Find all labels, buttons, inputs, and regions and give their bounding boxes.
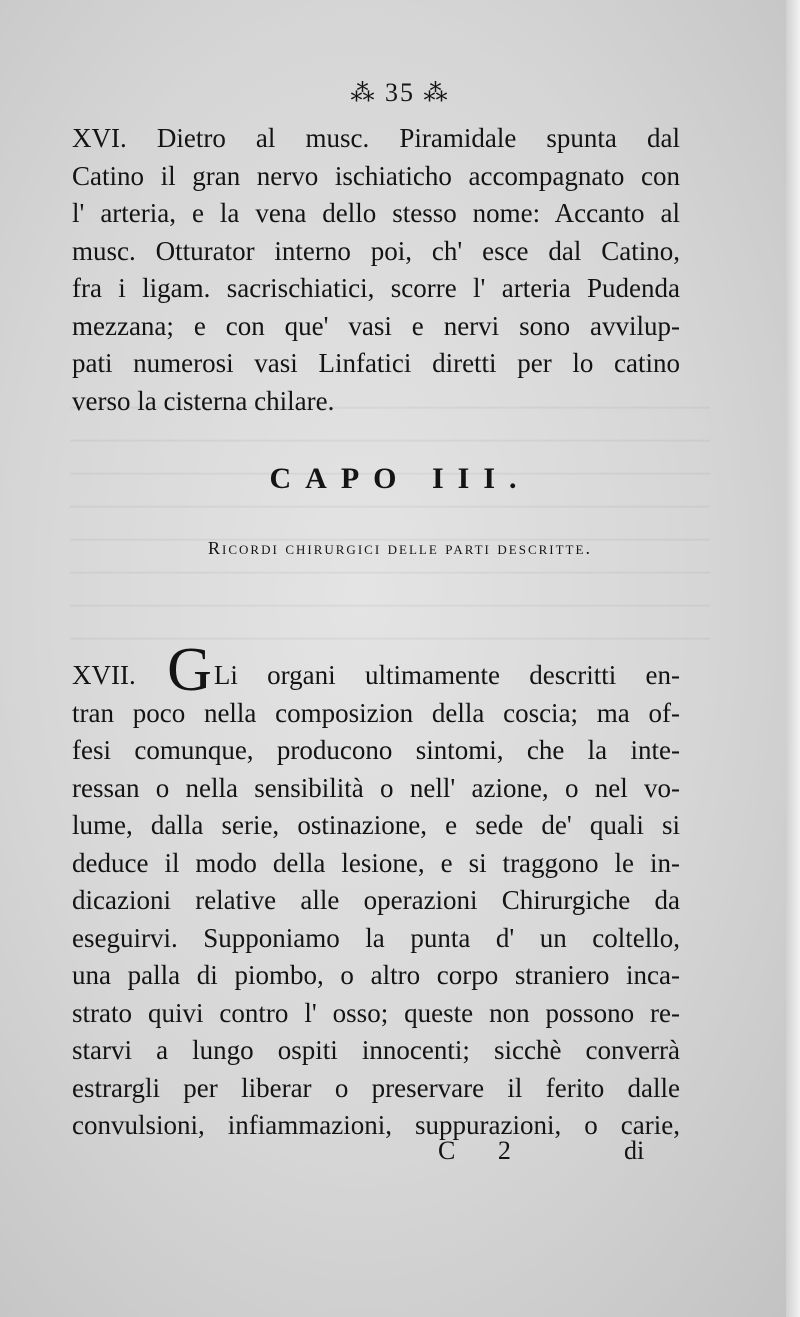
page-footer xyxy=(0,1136,800,1176)
chapter-heading: CAPO III. xyxy=(269,462,531,495)
page-edge xyxy=(786,0,800,1317)
text-line: pati numerosi vasi Linfatici diretti per lo catino xyxy=(72,348,680,378)
text-line: strato quivi contro l' osso; queste non possono re- xyxy=(72,997,680,1028)
text-line: estrargli per liberar o preservare il ferito dalle xyxy=(72,1072,680,1103)
text-line: Catino il gran nervo ischiaticho accompagnato con xyxy=(72,160,680,191)
text-line-first xyxy=(72,636,681,704)
page-header xyxy=(0,78,800,108)
text-line: una palla di piombo, o altro corpo straniero inca- xyxy=(72,960,680,990)
text-line: tran poco nella composizion della coscia; ma of- xyxy=(72,697,680,728)
text-line: l' arteria, e la vena dello stesso nome: Accanto al xyxy=(72,198,680,228)
text-line: convulsioni, infiammazioni, suppurazioni, o carie, xyxy=(72,1110,680,1140)
text-line: ressan o nella sensibilità o nell' azione, o nel vo- xyxy=(72,772,680,803)
ornament-left-icon: ⁂ xyxy=(350,81,377,107)
catchword: di xyxy=(624,1136,645,1165)
text-line: dicazioni relative alle operazioni Chirurgiche da xyxy=(72,885,680,915)
show-through-texture xyxy=(70,390,710,670)
ornament-right-icon: ⁂ xyxy=(423,81,450,107)
text-line: verso la cisterna chilare. xyxy=(72,385,335,416)
chapter-subtitle: Ricordi chirurgici delle parti descritte. xyxy=(208,538,592,558)
paragraph-xvii xyxy=(72,636,681,1145)
text-line: musc. Otturator interno poi, ch' esce dal Catino, xyxy=(72,235,680,266)
text-line: deduce il modo della lesione, e si traggono le in- xyxy=(72,847,680,878)
text-line: fra i ligam. sacrischiatici, scorre l' arteria Pudenda xyxy=(72,273,680,303)
page-number: 35 xyxy=(385,78,415,107)
drop-cap: G xyxy=(167,636,212,704)
text-line: Li organi ultimamente descritti en- xyxy=(213,660,681,690)
text-line: XVI. Dietro al musc. Piramidale spunta dal xyxy=(72,123,680,153)
text-line: lume, dalla serie, ostinazione, e sede de' quali si xyxy=(72,810,680,840)
text-line: eseguirvi. Supponiamo la punta d' un coltello, xyxy=(72,922,680,953)
text-line: mezzana; e con que' vasi e nervi sono avvilup- xyxy=(72,310,680,341)
signature-mark: C 2 xyxy=(438,1136,529,1165)
paragraph-number: XVII. xyxy=(72,660,136,690)
text-line: starvi a lungo ospiti innocenti; sicchè converrà xyxy=(72,1035,680,1065)
text-line: fesi comunque, producono sintomi, che la inte- xyxy=(72,735,680,765)
paragraph-xvi xyxy=(72,120,680,420)
